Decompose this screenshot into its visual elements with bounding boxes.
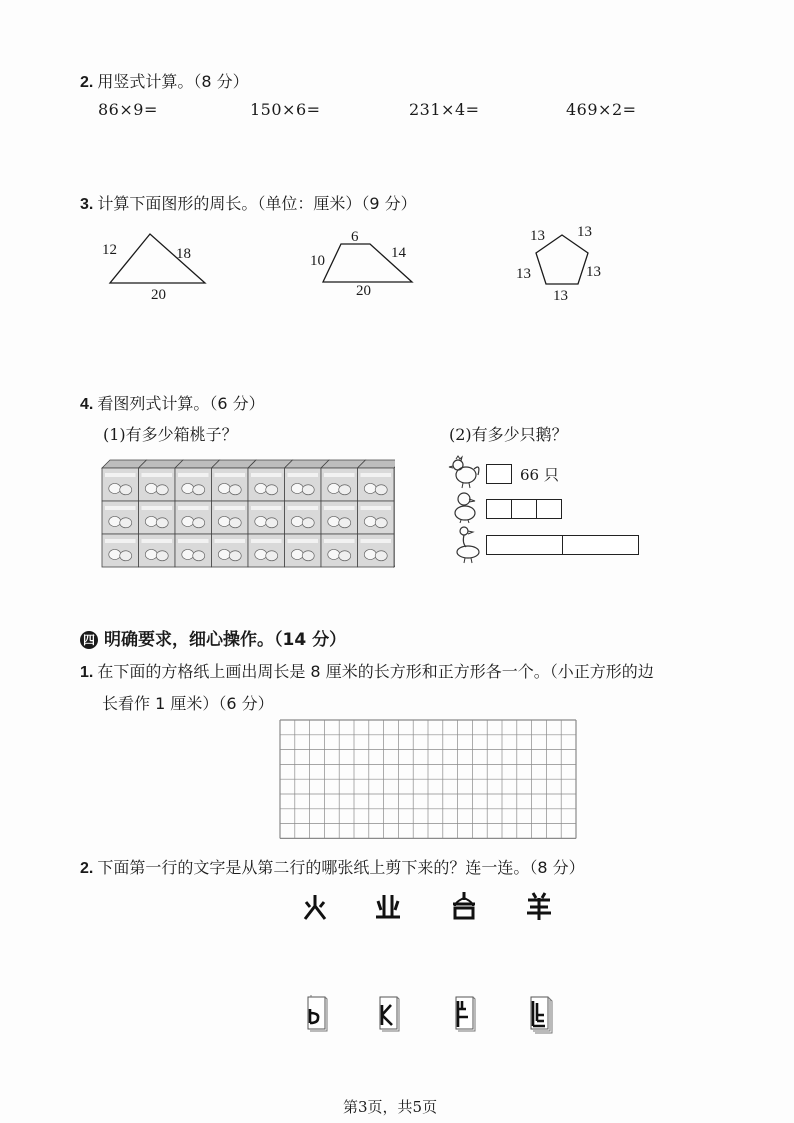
triangle-side-c: 20 <box>151 287 166 303</box>
q2-title: 用竖式计算。（8 分） <box>97 72 249 91</box>
section-4-title: 明确要求，细心操作。（14 分） <box>104 630 347 650</box>
pentagon-side-right: 13 <box>586 264 601 280</box>
goose-icon <box>452 525 482 565</box>
peach-icon <box>109 549 121 559</box>
crate-slat <box>178 473 209 477</box>
s4-q1-text-1: 在下面的方格纸上画出周长是 8 厘米的长方形和正方形各一个。（小正方形的边 <box>97 662 654 681</box>
section-4-heading <box>80 625 346 650</box>
peach-icon <box>375 485 387 495</box>
peach-icon <box>302 551 314 561</box>
q2-problem-3: 231×4= <box>409 100 480 119</box>
peach-icon <box>291 516 303 526</box>
peach-icon <box>328 549 340 559</box>
crate-slat <box>324 473 355 477</box>
peach-icon <box>218 483 230 493</box>
peach-icon <box>266 518 278 528</box>
s4-q1-line1 <box>80 659 654 682</box>
peach-crate <box>358 468 395 501</box>
peach-crate <box>321 501 358 534</box>
peach-icon <box>218 549 230 559</box>
peach-icon <box>120 485 132 495</box>
peach-icon <box>364 549 376 559</box>
peach-icon <box>302 518 314 528</box>
crate-slat <box>361 473 392 477</box>
peach-icon <box>375 518 387 528</box>
chicken-bar-segment <box>486 464 512 484</box>
crate-slat <box>215 506 246 510</box>
trapezoid-top: 6 <box>351 229 359 245</box>
cut-char-4[interactable] <box>524 890 554 922</box>
peach-crate <box>321 468 358 501</box>
peach-icon <box>339 518 351 528</box>
peach-icon <box>255 483 267 493</box>
peach-icon <box>156 551 168 561</box>
peach-icon <box>291 483 303 493</box>
cut-char-3[interactable] <box>449 890 479 922</box>
peach-icon <box>339 551 351 561</box>
folded-paper-2[interactable] <box>377 993 401 1033</box>
peach-icon <box>156 485 168 495</box>
trapezoid-left: 10 <box>310 253 325 269</box>
peach-icon <box>328 483 340 493</box>
q4-sub1: (1)有多少箱桃子？ <box>103 425 238 444</box>
page-footer: 第3页，共5页 <box>343 1098 438 1116</box>
q2-problem-2: 150×6= <box>250 100 321 119</box>
peach-icon <box>266 485 278 495</box>
crate-slat <box>178 506 209 510</box>
s4-q2-heading <box>80 855 585 878</box>
cut-char-2[interactable] <box>373 892 403 922</box>
goose-bar-segment <box>486 535 563 555</box>
peach-icon <box>120 518 132 528</box>
q4-heading <box>80 391 265 414</box>
chicken-count: 66 只 <box>520 466 559 484</box>
pentagon-side-bottom: 13 <box>553 288 568 304</box>
peach-crate <box>175 468 212 501</box>
s4-q2-title: 下面第一行的文字是从第二行的哪张纸上剪下来的？连一连。（8 分） <box>97 858 585 877</box>
peach-crate <box>212 468 249 501</box>
pentagon-figure <box>510 220 615 310</box>
q2-problem-4: 469×2= <box>566 100 637 119</box>
pentagon-side-top-right: 13 <box>577 224 592 240</box>
peach-crate <box>321 534 358 567</box>
peach-icon <box>193 485 205 495</box>
pentagon-side-top-left: 13 <box>530 228 545 244</box>
q3-title: 计算下面图形的周长。（单位：厘米）（9 分） <box>97 194 417 213</box>
crate-slat <box>142 473 173 477</box>
duck-bar-segment <box>486 499 512 519</box>
pentagon-side-left: 13 <box>516 266 531 282</box>
duck-icon <box>450 490 482 524</box>
peach-icon <box>266 551 278 561</box>
q3-heading <box>80 191 417 214</box>
peach-icon <box>255 549 267 559</box>
peach-icon <box>182 549 194 559</box>
folded-paper-3[interactable] <box>453 993 477 1033</box>
peach-crate <box>358 534 395 567</box>
peach-icon <box>229 485 241 495</box>
peach-crate <box>212 534 249 567</box>
peach-icon <box>375 551 387 561</box>
folded-paper-1[interactable] <box>305 993 329 1033</box>
crate-slat <box>361 539 392 543</box>
peach-icon <box>229 518 241 528</box>
peach-crate <box>248 468 285 501</box>
peach-icon <box>364 516 376 526</box>
peach-icon <box>364 483 376 493</box>
duck-bar-segment <box>536 499 562 519</box>
peach-icon <box>145 516 157 526</box>
cut-char-1[interactable] <box>300 892 330 922</box>
peach-crate <box>175 501 212 534</box>
triangle-side-a: 12 <box>102 242 117 258</box>
peach-icon <box>229 551 241 561</box>
section-4-badge: 四 <box>80 631 98 649</box>
peach-crate <box>285 468 322 501</box>
crate-slat <box>251 539 282 543</box>
q4-title: 看图列式计算。（6 分） <box>97 394 265 413</box>
goose-bar-segment <box>562 535 639 555</box>
peach-icon <box>120 551 132 561</box>
peach-icon <box>218 516 230 526</box>
s4-q2-number: 2. <box>80 860 94 877</box>
peach-icon <box>109 516 121 526</box>
q4-sub2: (2)有多少只鹅？ <box>449 425 568 444</box>
crate-slat <box>324 539 355 543</box>
peach-icon <box>145 483 157 493</box>
peach-crate <box>285 534 322 567</box>
peach-crate <box>248 501 285 534</box>
q2-number: 2. <box>80 74 94 91</box>
crate-slat <box>142 506 173 510</box>
peach-crate-stack <box>100 456 395 568</box>
triangle-side-b: 18 <box>176 246 191 262</box>
crate-grid <box>102 460 395 567</box>
peach-crate <box>102 468 139 501</box>
peach-icon <box>145 549 157 559</box>
peach-icon <box>255 516 267 526</box>
crate-slat <box>288 473 319 477</box>
q2-heading <box>80 69 249 92</box>
peach-icon <box>109 483 121 493</box>
peach-crate <box>139 534 176 567</box>
peach-crate <box>248 534 285 567</box>
crate-slat <box>142 539 173 543</box>
crate-slat <box>251 506 282 510</box>
peach-crate <box>358 501 395 534</box>
trapezoid-right: 14 <box>391 245 406 261</box>
duck-bar-segment <box>511 499 537 519</box>
crate-slat <box>105 506 136 510</box>
q3-number: 3. <box>80 196 94 213</box>
peach-icon <box>302 485 314 495</box>
q2-problem-1: 86×9= <box>98 100 158 119</box>
trapezoid-figure <box>305 225 425 305</box>
peach-icon <box>182 516 194 526</box>
peach-icon <box>182 483 194 493</box>
peach-crate <box>175 534 212 567</box>
crate-slat <box>178 539 209 543</box>
crate-slat <box>215 473 246 477</box>
triangle-figure <box>95 225 225 305</box>
q4-number: 4. <box>80 396 94 413</box>
peach-crate <box>212 501 249 534</box>
crate-slat <box>251 473 282 477</box>
peach-icon <box>193 518 205 528</box>
crate-slat <box>105 539 136 543</box>
grid-paper[interactable] <box>279 719 577 840</box>
peach-crate <box>102 501 139 534</box>
peach-icon <box>339 485 351 495</box>
peach-icon <box>193 551 205 561</box>
trapezoid-bottom: 20 <box>356 283 371 299</box>
chicken-icon <box>448 455 482 489</box>
peach-icon <box>328 516 340 526</box>
folded-paper-4[interactable] <box>528 993 554 1035</box>
crate-slat <box>324 506 355 510</box>
crate-slat <box>215 539 246 543</box>
peach-crate <box>139 501 176 534</box>
peach-icon <box>291 549 303 559</box>
crate-slat <box>361 506 392 510</box>
grid-lines <box>280 720 576 838</box>
crate-slat <box>288 539 319 543</box>
peach-crate <box>102 534 139 567</box>
s4-q1-number: 1. <box>80 664 94 681</box>
peach-icon <box>156 518 168 528</box>
peach-crate <box>139 468 176 501</box>
crate-slat <box>288 506 319 510</box>
crate-slat <box>105 473 136 477</box>
peach-crate <box>285 501 322 534</box>
s4-q1-line2: 长看作 1 厘米）（6 分） <box>102 694 274 713</box>
